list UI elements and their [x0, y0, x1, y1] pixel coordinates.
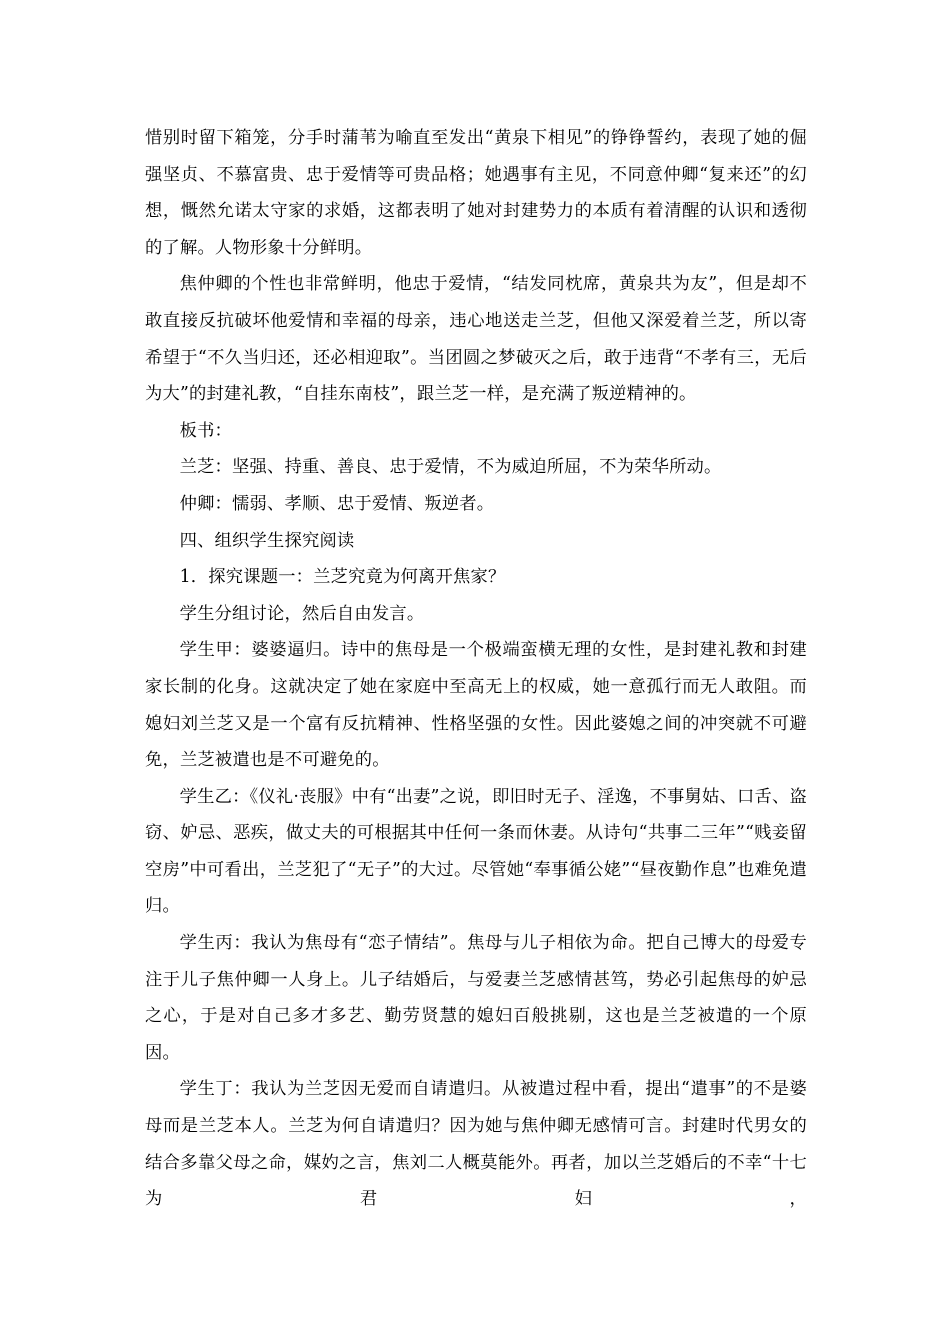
paragraph-group-discussion: 学生分组讨论，然后自由发言。	[179, 603, 425, 624]
document-body	[145, 120, 807, 1218]
paragraph-student-b: 学生乙：《仪礼·丧服》中有“出妻”之说，即旧时无子、淫逸，不事舅姑、口舌、盗窃、妒忌、恶疾，做丈夫的可根据其中任何一条而休妻。从诗句“共事二三年”“贱妾留空房”中可看出，兰芝犯了“无子”的大过。尽管她“奉事循公姥”“昼夜勤作息”也难免遣归。	[145, 786, 807, 917]
paragraph-student-a: 学生甲：婆婆逼归。诗中的焦母是一个极端蛮横无理的女性，是封建礼教和封建家长制的化身。这就决定了她在家庭中至高无上的权威，她一意孤行而无人敢阻。而媳妇刘兰芝又是一个富有反抗精神、性格坚强的女性。因此婆媳之间的冲突就不可避免，兰芝被遣也是不可避免的。	[145, 640, 807, 771]
paragraph-student-c: 学生丙：我认为焦母有“恋子情结”。焦母与儿子相依为命。把自己博大的母爱专注于儿子焦仲卿一人身上。儿子结婚后，与爱妻兰芝感情甚笃，势必引起焦母的妒忌之心，于是对自己多才多艺、勤劳贤慧的媳妇百般挑剔，这也是兰芝被遣的一个原因。	[145, 933, 807, 1063]
paragraph-student-d: 学生丁：我认为兰芝因无爱而自请遣归。从被遣过程中看，提出“遣事”的不是婆母而是兰芝本人。兰芝为何自请遣归？因为她与焦仲卿无感情可言。封建时代男女的结合多靠父母之命，媒妁之言，焦刘二人概莫能外。再者，加以兰芝婚后的不幸“十七为君妇，	[145, 1079, 807, 1210]
paragraph-blackboard-lanzhi: 兰芝：坚强、持重、善良、忠于爱情，不为威迫所屈，不为荣华所动。	[179, 457, 722, 478]
paragraph-liuzhi-character-end: 惜别时留下箱笼，分手时蒲苇为喻直至发出“黄泉下相见”的铮铮誓约，表现了她的倔强坚贞、不慕富贵、忠于爱情等可贵品格；她遇事有主见，不同意仲卿“复来还”的幻想，慨然允诺太守家的求婚，这都表明了她对封建势力的本质有着清醒的认识和透彻的了解。人物形象十分鲜明。	[145, 128, 807, 258]
paragraph-topic-one: 1．探究课题一：兰芝究竟为何离开焦家？	[179, 567, 506, 588]
paragraph-blackboard-zhongqing: 仲卿：懦弱、孝顺、忠于爱情、叛逆者。	[179, 493, 495, 514]
section-heading-four: 四、组织学生探究阅读	[179, 530, 355, 551]
paragraph-zhongqing-character: 焦仲卿的个性也非常鲜明，他忠于爱情，“结发同枕席，黄泉共为友”，但是却不敢直接反抗破坏他爱情和幸福的母亲，违心地送走兰芝，但他又深爱着兰芝，所以寄希望于“不久当归还，还必相迎取”。当团圆之梦破灭之后，敢于违背“不孝有三，无后为大”的封建礼教，“自挂东南枝”，跟兰芝一样，是充满了叛逆精神的。	[145, 274, 807, 405]
paragraph-blackboard-heading: 板书：	[179, 420, 233, 441]
